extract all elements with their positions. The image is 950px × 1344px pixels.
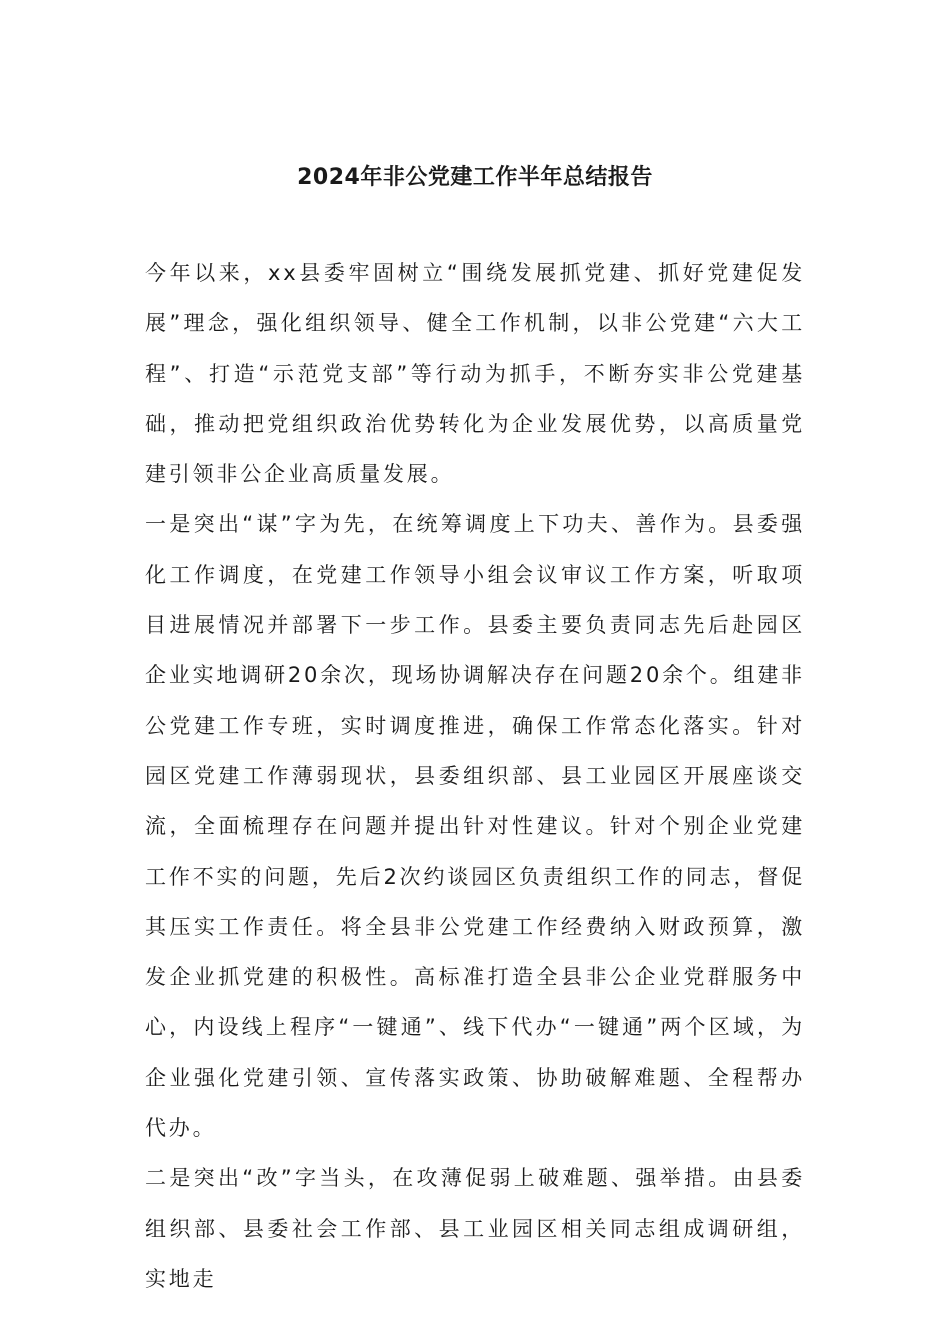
paragraph-one: 一是突出“谋”字为先，在统筹调度上下功夫、善作为。县委强化工作调度，在党建工作领导小组会议审议工作方案，听取项目进展情况并部署下一步工作。县委主要负责同志先后赴园区企业实地调研20余次，现场协调解决存在问题20余个。组建非公党建工作专班，实时调度推进，确保工作常态化落实。针对园区党建工作薄弱现状，县委组织部、县工业园区开展座谈交流，全面梳理存在问题并提出针对性建议。针对个别企业党建工作不实的问题，先后2次约谈园区负责组织工作的同志，督促其压实工作责任。将全县非公党建工作经费纳入财政预算，激发企业抓党建的积极性。高标准打造全县非公企业党群服务中心，内设线上程序“一键通”、线下代办“一键通”两个区域，为企业强化党建引领、宣传落实政策、协助破解难题、全程帮办代办。 (145, 512, 805, 1141)
document-body (145, 248, 805, 1304)
paragraph-two: 二是突出“改”字当头，在攻薄促弱上破难题、强举措。由县委组织部、县委社会工作部、县工业园区相关同志组成调研组，实地走 (145, 1166, 805, 1291)
paragraph-intro: 今年以来，xx县委牢固树立“围绕发展抓党建、抓好党建促发展”理念，强化组织领导、健全工作机制，以非公党建“六大工程”、打造“示范党支部”等行动为抓手，不断夯实非公党建基础，推动把党组织政治优势转化为企业发展优势，以高质量党建引领非公企业高质量发展。 (145, 261, 805, 487)
document-title: 2024年非公党建工作半年总结报告 (297, 165, 653, 190)
